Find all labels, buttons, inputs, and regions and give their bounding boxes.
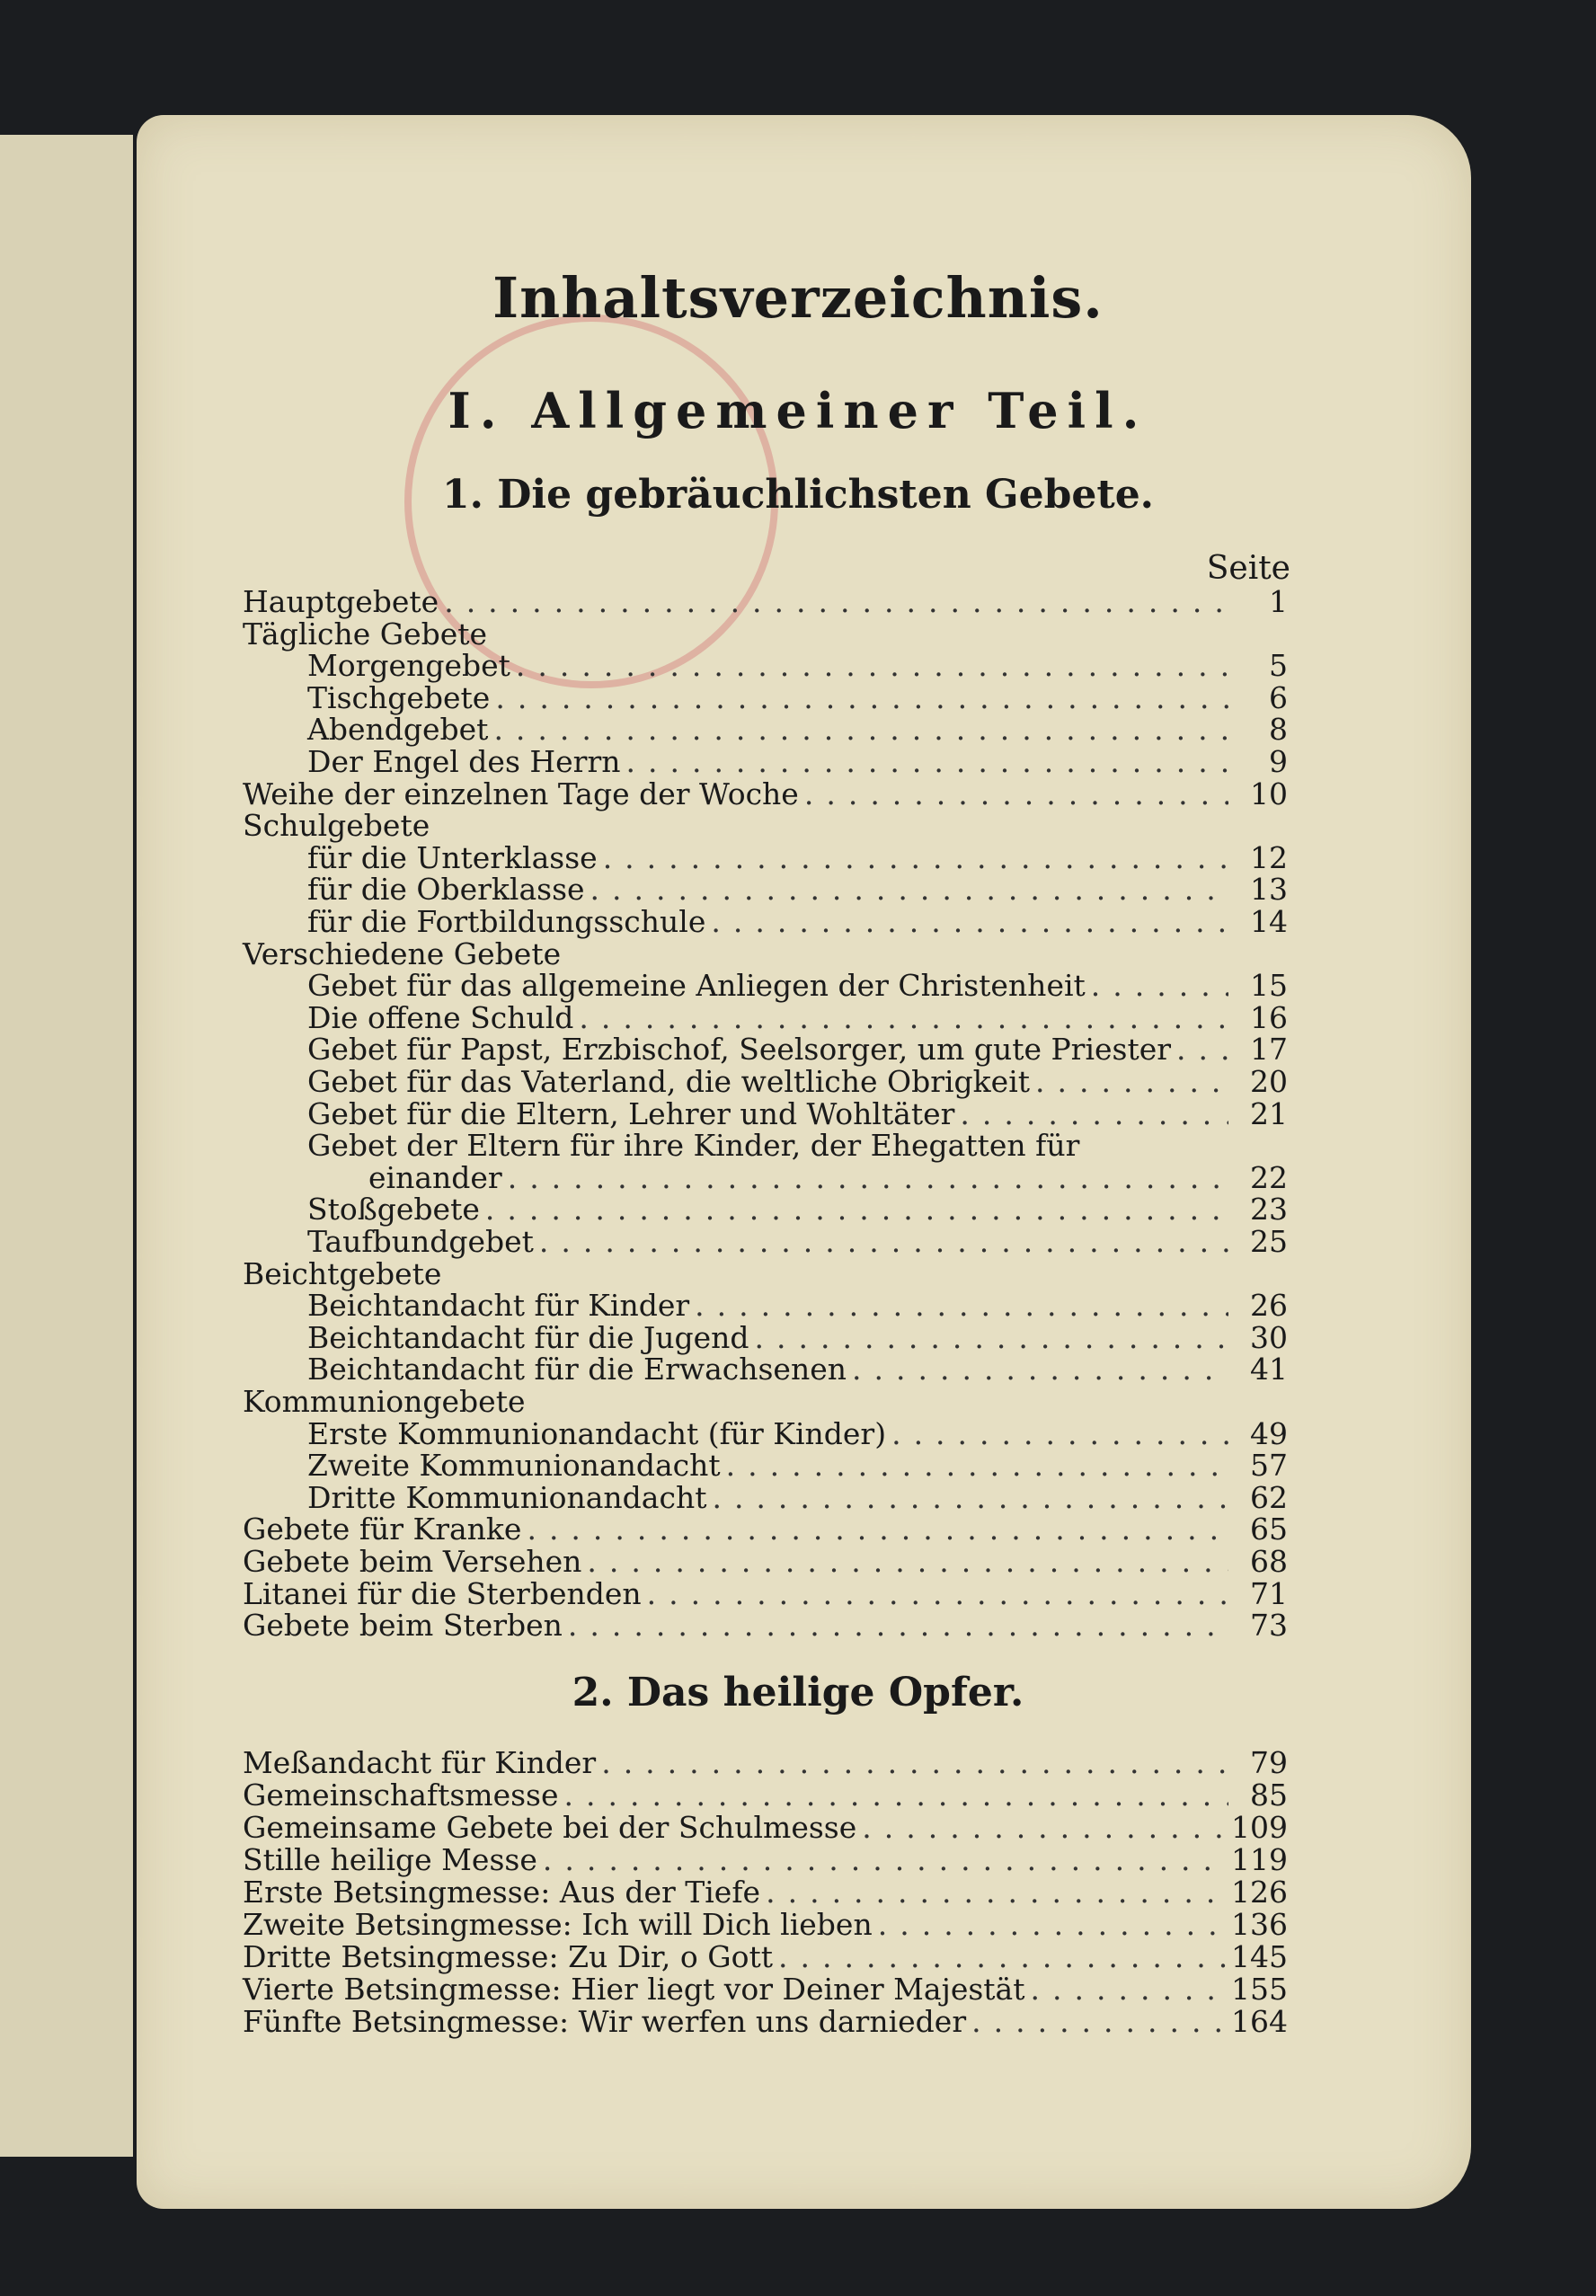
toc-entry-page: 25 (1250, 1224, 1288, 1259)
toc-entry (243, 840, 1288, 874)
toc-leader-dots (766, 1876, 1226, 1909)
toc-leader-dots (516, 650, 1228, 682)
toc-entry-page: 164 (1231, 2004, 1288, 2039)
toc-entry-page: 6 (1269, 679, 1288, 715)
toc-entry-page: 62 (1250, 1479, 1288, 1515)
toc-leader-dots (601, 1747, 1228, 1779)
toc-entry (243, 1096, 1288, 1130)
toc-entry (243, 648, 1288, 682)
toc-leader-dots (527, 1513, 1228, 1546)
toc-leader-dots (755, 1322, 1229, 1354)
toc-leader-dots (579, 1002, 1228, 1034)
toc-entry (243, 712, 1288, 746)
toc-entry-label: Gebete beim Sterben (243, 1608, 563, 1644)
toc-entry-label: Stille heilige Messe (243, 1842, 537, 1877)
toc-entry (243, 1972, 1288, 2006)
toc-entry-page: 10 (1250, 776, 1288, 811)
toc-entry (243, 616, 1288, 651)
toc-leader-dots (712, 1482, 1228, 1514)
toc-entry (243, 1128, 1288, 1162)
toc-entry-page: 155 (1231, 1972, 1288, 2007)
toc-entry-label: Morgengebet (307, 648, 510, 684)
toc-leader-dots (1176, 1033, 1228, 1066)
toc-entry (243, 1608, 1288, 1642)
toc-entry-label: Fünfte Betsingmesse: Wir werfen uns darnieder (243, 2004, 967, 2039)
toc-entry-label: Gemeinschaftsmesse (243, 1777, 559, 1813)
toc-entry-page: 1 (1269, 584, 1288, 619)
toc-entry-page: 15 (1250, 968, 1288, 1004)
section2-title: 2. Das heilige Opfer. (572, 1670, 1024, 1715)
toc-title: Inhaltsverzeichnis. (492, 265, 1104, 331)
toc-leader-dots (695, 1290, 1228, 1322)
toc-entry (243, 680, 1288, 714)
toc-leader-dots (564, 1779, 1229, 1812)
toc-entry-label: Vierte Betsingmesse: Hier liegt vor Deiner Majestät (243, 1972, 1025, 2007)
toc-leader-dots (444, 586, 1228, 618)
toc-entry-page: 126 (1231, 1875, 1288, 1910)
toc-entry-label: Gebete beim Versehen (243, 1544, 582, 1579)
toc-entry-label: Gebet für das allgemeine Anliegen der Christenheit (307, 968, 1086, 1004)
toc-leader-dots (1031, 1973, 1227, 2006)
toc-entry-label: Litanei für die Sterbenden (243, 1575, 642, 1611)
toc-entry-page: 68 (1250, 1544, 1288, 1579)
toc-entry-page: 5 (1269, 648, 1288, 684)
toc-entry-page: 21 (1250, 1095, 1288, 1131)
toc-entry-label: für die Fortbildungsschule (307, 904, 706, 939)
toc-entry (243, 744, 1288, 778)
toc-entry (243, 1416, 1288, 1450)
toc-entry-label: Verschiedene Gebete (243, 935, 562, 971)
toc-entry (243, 872, 1288, 906)
toc-entry (243, 904, 1288, 938)
toc-entry-label: Stoßgebete (307, 1192, 480, 1228)
toc-leader-dots (852, 1353, 1228, 1386)
toc-leader-dots (493, 714, 1228, 746)
toc-entry-label: Beichtgebete (243, 1255, 442, 1291)
toc-entry (243, 1544, 1288, 1578)
toc-entry-page: 17 (1250, 1032, 1288, 1068)
toc-entry (243, 1777, 1288, 1812)
toc-leader-dots (1035, 1066, 1228, 1098)
toc-entry-label: Erste Betsingmesse: Aus der Tiefe (243, 1875, 761, 1910)
toc-entry-label: Taufbundgebet (307, 1224, 534, 1259)
toc-leader-dots (543, 1844, 1226, 1876)
toc-entry-page: 8 (1269, 712, 1288, 748)
toc-entry (243, 1032, 1288, 1066)
toc-entry (243, 968, 1288, 1002)
toc-entry-page: 85 (1250, 1777, 1288, 1813)
toc-entry-page: 20 (1250, 1064, 1288, 1099)
toc-entry-page: 136 (1231, 1907, 1288, 1942)
toc-entry (243, 936, 1288, 971)
toc-entry (243, 1576, 1288, 1610)
toc-entry-label: für die Unterklasse (307, 839, 598, 875)
toc-entry-label: Erste Kommunionandacht (für Kinder) (307, 1415, 887, 1451)
toc-leader-dots (862, 1812, 1226, 1844)
toc-entry (243, 1810, 1288, 1844)
toc-entry-page: 30 (1250, 1319, 1288, 1355)
toc-entry-page: 41 (1250, 1352, 1288, 1387)
toc-entry-page: 65 (1250, 1511, 1288, 1547)
toc-entry-page: 9 (1269, 744, 1288, 779)
toc-leader-dots (485, 1193, 1228, 1226)
toc-leader-dots (590, 873, 1228, 906)
toc-entry (243, 1192, 1288, 1226)
toc-entry (243, 1745, 1288, 1779)
toc-leader-dots (971, 2006, 1226, 2038)
toc-entry-page: 26 (1250, 1288, 1288, 1324)
toc-entry (243, 1511, 1288, 1546)
toc-entry-page: 49 (1250, 1415, 1288, 1451)
toc-leader-dots (539, 1226, 1228, 1258)
toc-entry-label: Die offene Schuld (307, 999, 574, 1035)
toc-entry-page: 109 (1231, 1810, 1288, 1845)
toc-entry-label: Abendgebet (307, 712, 489, 748)
toc-leader-dots (726, 1449, 1228, 1482)
toc-entry (243, 1352, 1288, 1386)
toc-leader-dots (568, 1609, 1228, 1642)
toc-entry (243, 1939, 1288, 1973)
toc-leader-dots (711, 906, 1228, 938)
toc-entry-label: Dritte Betsingmesse: Zu Dir, o Gott (243, 1939, 773, 1974)
toc-entry-page: 16 (1250, 999, 1288, 1035)
toc-entry-page: 12 (1250, 839, 1288, 875)
toc-leader-dots (878, 1909, 1226, 1941)
toc-entry-label: Beichtandacht für die Erwachsenen (307, 1352, 847, 1387)
toc-leader-dots (960, 1098, 1228, 1130)
toc-entry (243, 1064, 1288, 1098)
toc-entry-label: Der Engel des Herrn (307, 744, 621, 779)
toc-entry-label: Tischgebete (307, 679, 491, 715)
toc-entry (243, 2004, 1288, 2038)
toc-entry-label: Kommuniongebete (243, 1384, 526, 1419)
toc-leader-dots (647, 1578, 1228, 1610)
toc-leader-dots (587, 1546, 1228, 1578)
toc-entry-label: Beichtandacht für die Jugend (307, 1319, 749, 1355)
toc-entry (243, 1256, 1288, 1290)
toc-entry (243, 1000, 1288, 1034)
toc-entry-page: 79 (1250, 1745, 1288, 1780)
toc-entry (243, 808, 1288, 842)
toc-entry (243, 1480, 1288, 1514)
toc-entry (243, 584, 1288, 618)
toc-entry (243, 1320, 1288, 1354)
toc-entry-page: 14 (1250, 904, 1288, 939)
toc-entry (243, 1448, 1288, 1482)
toc-leader-dots (495, 682, 1228, 714)
toc-entry (243, 1160, 1288, 1194)
toc-leader-dots (1091, 970, 1228, 1002)
toc-entry-label: Schulgebete (243, 808, 430, 844)
toc-entry-label: Gemeinsame Gebete bei der Schulmesse (243, 1810, 857, 1845)
toc-entry-label: Gebet für das Vaterland, die weltliche Obrigkeit (307, 1064, 1031, 1099)
toc-entry-page: 57 (1250, 1448, 1288, 1484)
toc-leader-dots (804, 778, 1228, 811)
toc-entry-page: 13 (1250, 872, 1288, 908)
toc-entry-page: 145 (1231, 1939, 1288, 1974)
seite-label: Seite (1206, 550, 1290, 587)
section1-title: 1. Die gebräuchlichsten Gebete. (442, 472, 1154, 518)
toc-entry-label: einander (368, 1159, 502, 1195)
part-title: I. Allgemeiner Teil. (448, 382, 1148, 439)
toc-entry-label: Gebete für Kranke (243, 1511, 522, 1547)
toc-entry-label: Hauptgebete (243, 584, 439, 619)
toc-entry-label: Zweite Betsingmesse: Ich will Dich lieben (243, 1907, 873, 1942)
toc-entry-label: Tägliche Gebete (243, 616, 488, 652)
toc-entry (243, 1288, 1288, 1322)
toc-leader-dots (778, 1941, 1226, 1973)
toc-entry-label: Zweite Kommunionandacht (307, 1448, 721, 1484)
toc-entry-page: 73 (1250, 1608, 1288, 1644)
toc-entry-label: für die Oberklasse (307, 872, 585, 908)
toc-entry-page: 23 (1250, 1192, 1288, 1228)
toc-entry-label: Gebet der Eltern für ihre Kinder, der Ehegatten für (307, 1128, 1080, 1164)
toc-leader-dots (508, 1162, 1228, 1194)
toc-leader-dots (625, 746, 1228, 778)
toc-entry (243, 1875, 1288, 1909)
toc-entry-label: Beichtandacht für Kinder (307, 1288, 690, 1324)
toc-entry-label: Gebet für die Eltern, Lehrer und Wohltäter (307, 1095, 955, 1131)
toc-entry-page: 22 (1250, 1159, 1288, 1195)
toc-entry-label: Meßandacht für Kinder (243, 1745, 597, 1780)
toc-entry (243, 1842, 1288, 1876)
toc-entry (243, 1224, 1288, 1258)
toc-entry (243, 1384, 1288, 1418)
toc-entry-page: 71 (1250, 1575, 1288, 1611)
toc-entry-label: Weihe der einzelnen Tage der Woche (243, 776, 799, 811)
toc-entry (243, 776, 1288, 811)
toc-entry-page: 119 (1231, 1842, 1288, 1877)
toc-entry-label: Dritte Kommunionandacht (307, 1479, 707, 1515)
toc-leader-dots (891, 1418, 1228, 1450)
toc-entry-label: Gebet für Papst, Erzbischof, Seelsorger, um gute Priester (307, 1032, 1172, 1068)
toc-leader-dots (603, 842, 1228, 874)
toc-entry (243, 1907, 1288, 1941)
